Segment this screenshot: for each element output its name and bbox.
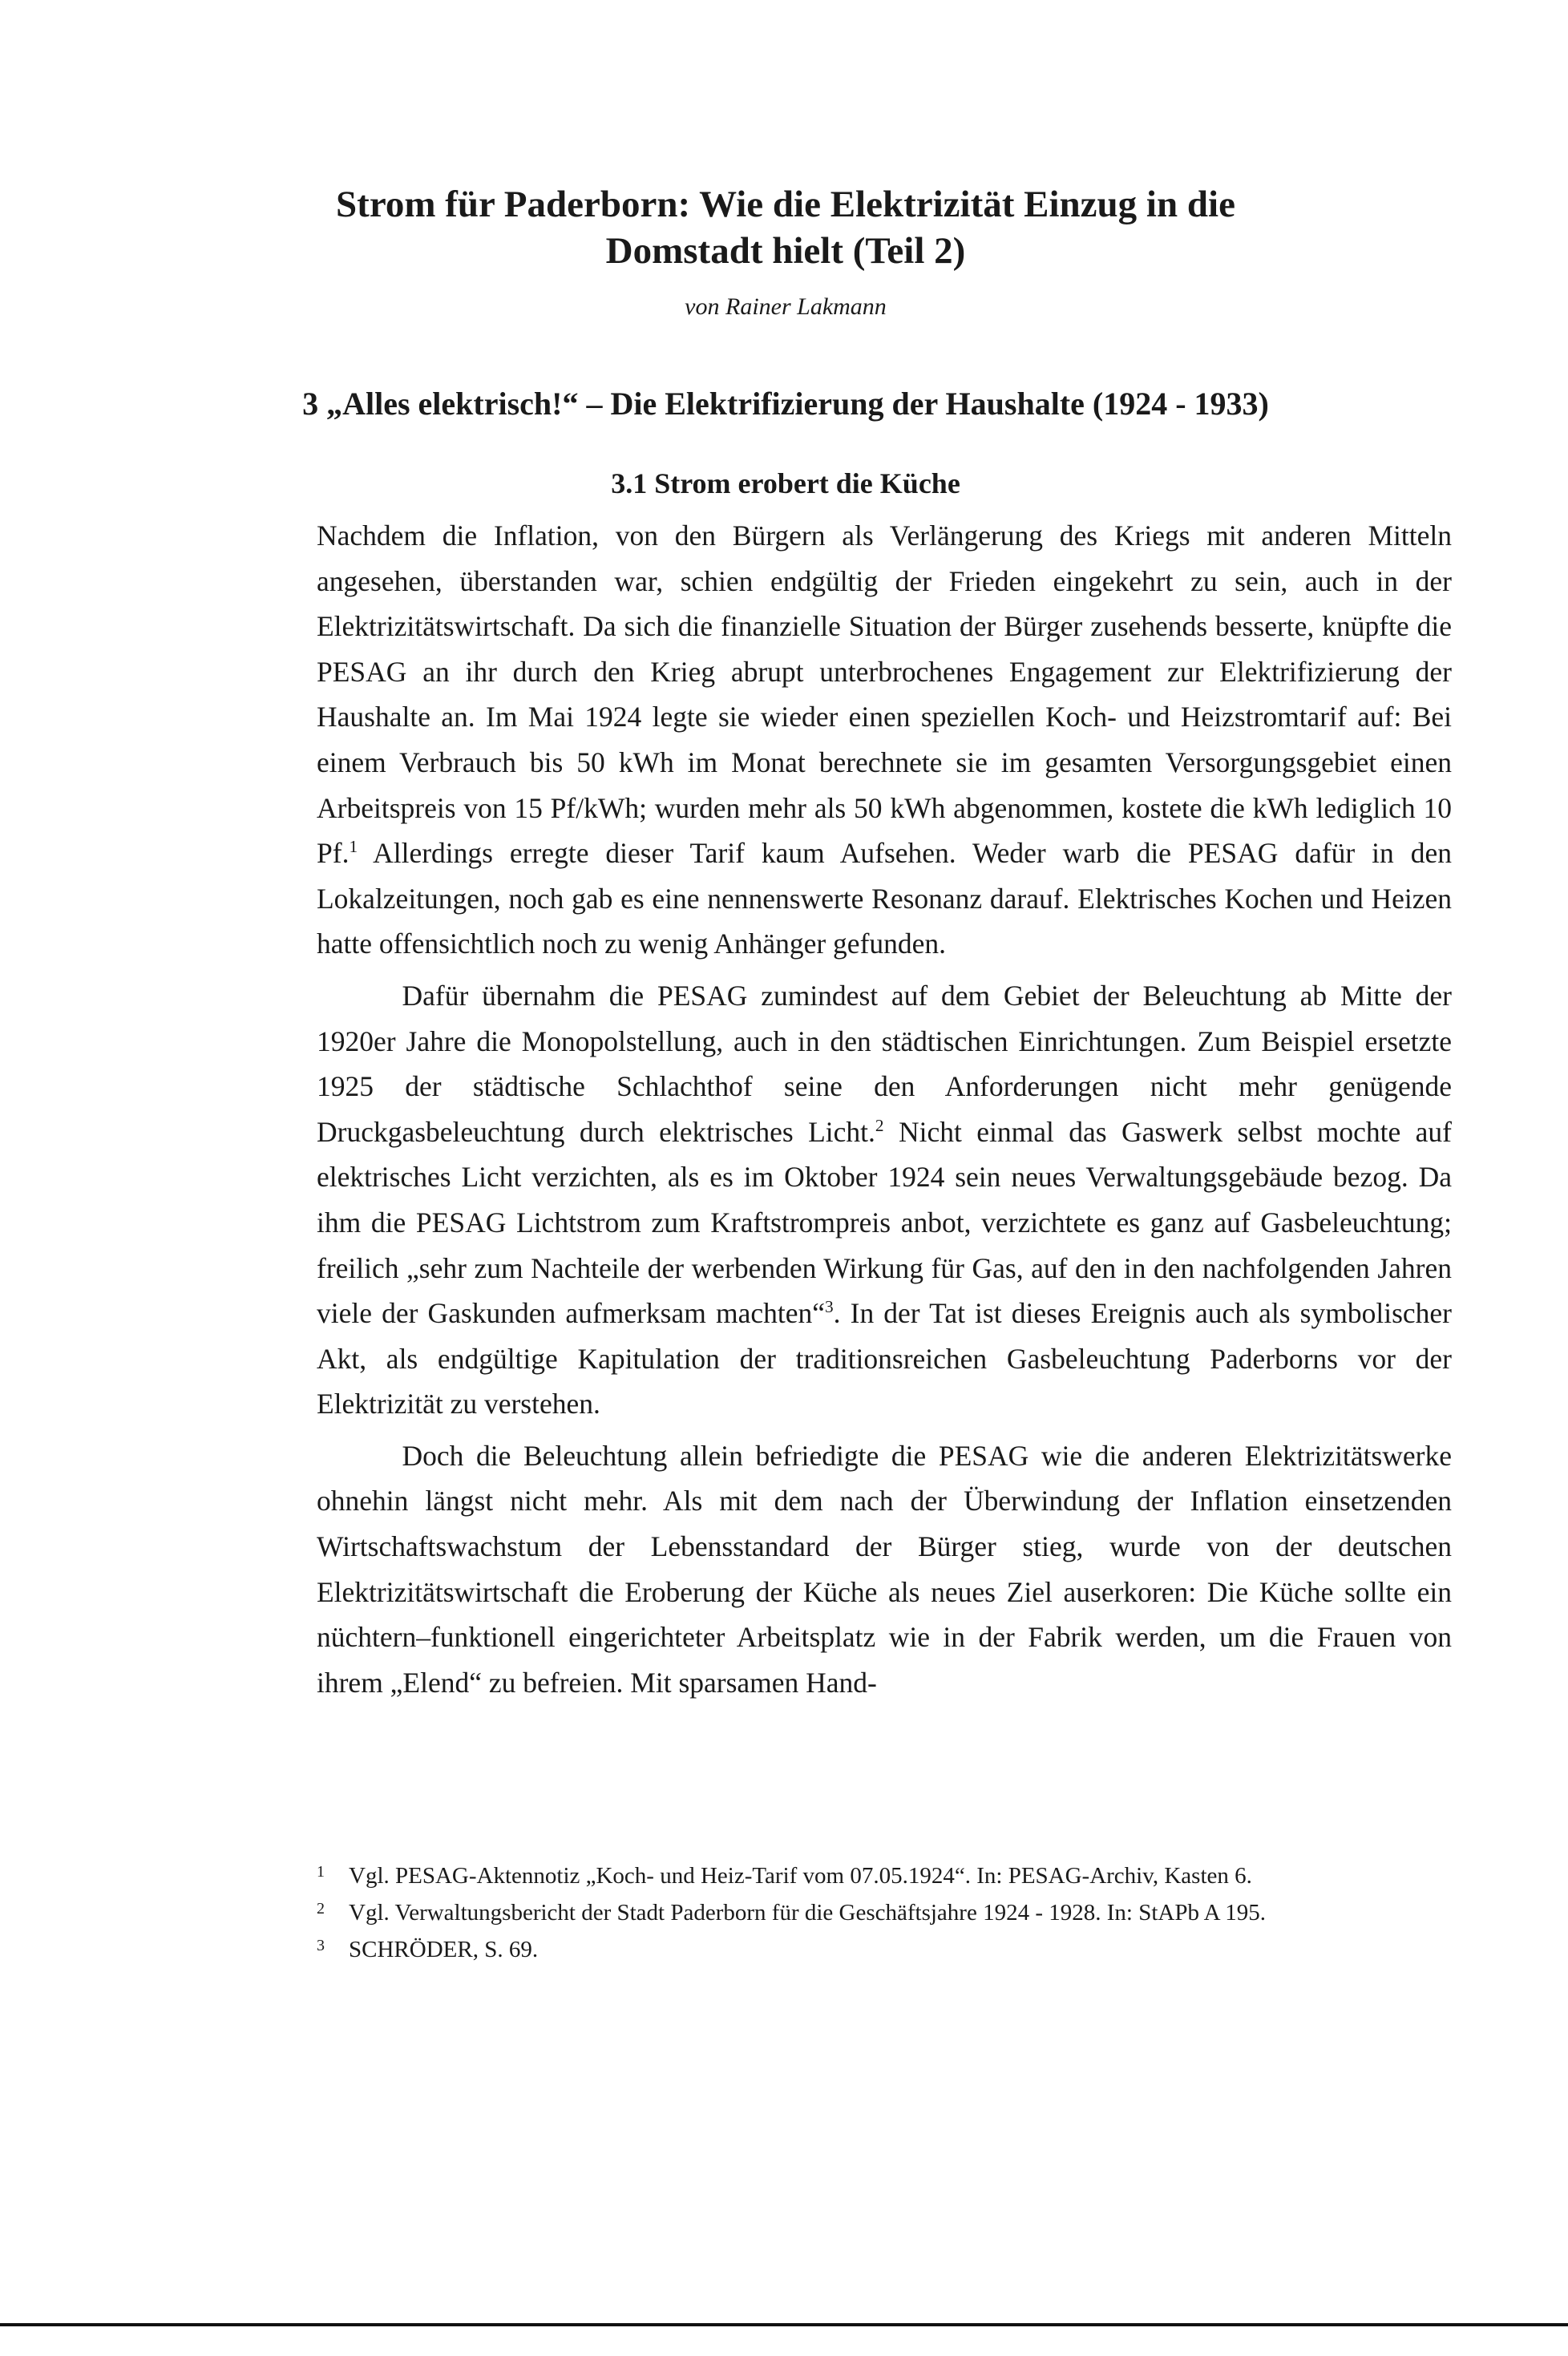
section-heading: 3 „Alles elektrisch!“ – Die Elektrifizierung der Haushalte (1924 - 1933): [302, 386, 1269, 422]
article-title-line-1: Strom für Paderborn: Wie die Elektrizität Einzug in die: [336, 184, 1235, 225]
footnote-mark: 2: [317, 1900, 325, 1918]
article-title-line-2: Domstadt hielt (Teil 2): [605, 230, 966, 272]
article-title: [224, 181, 1347, 274]
footnote-ref-3: 3: [824, 1297, 834, 1317]
footnote-mark: 3: [317, 1937, 325, 1954]
footnote-ref-2: 2: [875, 1115, 884, 1135]
footnote-mark: 1: [317, 1863, 325, 1881]
paragraph-2-part-b: Nicht einmal das Gaswerk selbst mochte auf elektrisches Licht verzichten, als es im Oktober 1924 sein neues Verwaltungsgebäude bezog. Da ihm die PESAG Lichtstrom zum Kraftstrompreis anbot, verzichtete es ganz auf Gasbeleuchtung; freilich „sehr zum Nachteile der werbenden Wirkung für Gas, auf den in den nachfolgenden Jahren viele der Gaskunden aufmerksam machten“: [317, 1115, 1452, 1330]
paragraph-1-part-b: Allerdings erregte dieser Tarif kaum Aufsehen. Weder warb die PESAG dafür in den Lokalzeitungen, noch gab es eine nennenswerte Resonanz darauf. Elektrisches Kochen und Heizen hatte offensichtlich noch zu wenig Anhänger gefunden.: [317, 837, 1452, 960]
paragraph-1-part-a: Nachdem die Inflation, von den Bürgern als Verlängerung des Kriegs mit anderen Mitteln angesehen, überstanden war, schien endgültig der Frieden eingekehrt zu sein, auch in der Elektrizitätswirtschaft. Da sich die finanzielle Situation der Bürger zusehends besserte, knüpfte die PESAG an ihr durch den Krieg abrupt unterbrochenes Engagement zur Elektrifizierung der Haushalte an. Im Mai 1924 legte sie wieder einen speziellen Koch- und Heizstromtarif auf: Bei einem Verbrauch bis 50 kWh im Monat berechnete sie im gesamten Versorgungsgebiet einen Arbeitspreis von 15 Pf/kWh; wurden mehr als 50 kWh abgenommen, kostete die kWh lediglich 10 Pf.: [317, 519, 1452, 870]
footnote-text: SCHRÖDER, S. 69.: [349, 1937, 539, 1962]
article-author: von Rainer Lakmann: [685, 293, 887, 320]
subsection-heading: 3.1 Strom erobert die Küche: [611, 467, 960, 499]
footnote-3: [317, 1934, 1452, 1966]
footnote-text: Vgl. PESAG-Aktennotiz „Koch- und Heiz-Tarif vom 07.05.1924“. In: PESAG-Archiv, Kasten 6.: [349, 1863, 1252, 1889]
paragraph-1: [317, 513, 1452, 967]
footnote-ref-1: 1: [349, 837, 358, 857]
paragraph-2: [317, 973, 1452, 1427]
body-text: [317, 513, 1452, 1711]
footnote-text: Vgl. Verwaltungsbericht der Stadt Paderborn für die Geschäftsjahre 1924 - 1928. In: StAPb A 195.: [349, 1900, 1266, 1926]
paragraph-2-part-c: . In der Tat ist dieses Ereignis auch als symbolischer Akt, als endgültige Kapitulation der traditionsreichen Gasbeleuchtung Paderborns vor der Elektrizität zu verstehen.: [317, 1297, 1452, 1420]
page-bottom-rule: [0, 2323, 1568, 2326]
footnote-2: [317, 1897, 1452, 1929]
footnotes: [317, 1860, 1452, 1970]
paragraph-2-part-a: Dafür übernahm die PESAG zumindest auf dem Gebiet der Beleuchtung ab Mitte der 1920er Jahre die Monopolstellung, auch in den städtischen Einrichtungen. Zum Beispiel ersetzte 1925 der städtische Schlachthof seine den Anforderungen nicht mehr genügende Druckgasbeleuchtung durch elektrisches Licht.: [317, 979, 1452, 1148]
footnote-1: [317, 1860, 1452, 1892]
paragraph-3: Doch die Beleuchtung allein befriedigte die PESAG wie die anderen Elektrizitätswerke ohnehin längst nicht mehr. Als mit dem nach der Überwindung der Inflation einsetzenden Wirtschaftswachstum der Lebensstandard der Bürger stieg, wurde von der deutschen Elektrizitätswirtschaft die Eroberung der Küche als neues Ziel auserkoren: Die Küche sollte ein nüchtern–funktionell eingerichteter Arbeitsplatz wie in der Fabrik werden, um die Frauen von ihrem „Elend“ zu befreien. Mit sparsamen Hand-: [317, 1439, 1452, 1699]
